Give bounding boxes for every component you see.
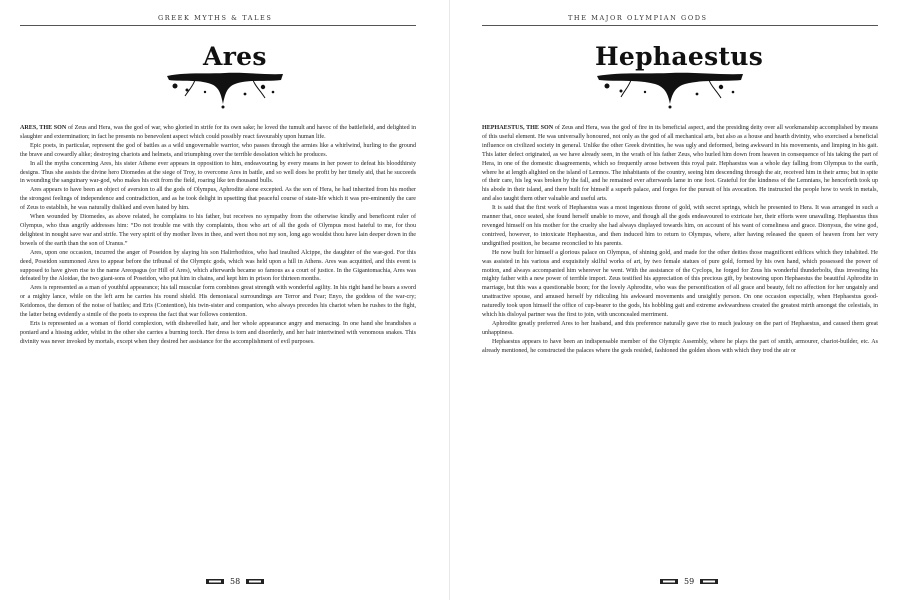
paragraph: When wounded by Diomedes, as above related, he complains to his father, but receives no sympathy from the otherwise kindly and beneficent ruler of Olympus, who thus angrily addresses him: “Do not trouble me with thy complaints, thou who art of all the gods of Olympus most hateful to me, for thou delightest in nought save war and strife. The very spirit of thy mother lives in thee, and wert thou not my son, long ago wouldst thou have lain deeper down in the bowels of the earth than the son of Uranus.”: [20, 214, 416, 247]
paragraph: It is said that the first work of Hephaestus was a most ingenious throne of gold, with secret springs, which he presented to Hera. It was arranged in such a manner that, once seated, she found herself unable to move, and though all the gods endeavoured to extricate her, their efforts were unavailing. Hephaestus thus revenged himself on his mother for the cruelty she had always displayed towards him, on account of his want of comeliness and grace. Dionysus, the wine god, contrived, however, to intoxicate Hephaestus, and then induced him to return to Olympus, where, after having released the queen of heaven from her very undignified position, he became reconciled to his parents.: [482, 205, 878, 247]
paragraph: He now built for himself a glorious palace on Olympus, of shining gold, and made for the other deities those magnificent edifices which they inhabited. He was assisted in his various and exquisitely skilful works of art, by two female statues of pure gold, formed by his own hand, which possessed the power of motion, and always accompanied him wherever he went. With the assistance of the Cyclops, he forged for Zeus his wonderful thunderbolts, thus investing his mighty father with a new power of terrible import. Zeus testified his appreciation of this precious gift, by bestowing upon Hephaestus the beautiful Aphrodite in marriage, but this was a questionable boon; for the lovely Aphrodite, who was the personification of all grace and beauty, felt no affection for her ungainly and unattractive spouse, and amused herself by ridiculing his awkward movements and unsightly person. On one occasion especially, when Hephaestus good-naturedly took upon himself the office of cup-bearer to the gods, his hobbling gait and extreme awkwardness created the greatest mirth amongst the celestials, in which his disloyal partner was the first to join, with unconcealed merriment.: [482, 249, 878, 319]
paragraph-text: of Zeus and Hera, was the god of war, who gloried in strife for its own sake; he loved the tumult and havoc of the battlefield, and delighted in slaughter and extermination; in fact he presents no benevolent aspect which could possibly react favourably upon human life.: [20, 125, 416, 140]
header-rule: [20, 25, 416, 26]
running-head: THE MAJOR OLYMPIAN GODS: [568, 14, 708, 22]
page-number: 58: [230, 577, 241, 586]
ink-splatter-ornament-icon: [165, 70, 285, 110]
paragraph: Epic poets, in particular, represent the god of battles as a wild ungovernable warrior, who passes through the armies like a whirlwind, hurling to the ground the brave and cowardly alike; destroying chariots and helmets, and triumphing over the terrible desolation which he produces.: [20, 142, 416, 158]
lead-in: ARES, THE SON: [20, 125, 67, 131]
folio-ornament-left-icon: [206, 578, 224, 585]
paragraph: [482, 124, 878, 204]
paragraph: [20, 124, 416, 142]
ink-splatter-ornament-icon: [595, 70, 745, 110]
folio-ornament-left-icon: [660, 578, 678, 585]
chapter-title: Hephaestus: [595, 42, 764, 71]
lead-in: HEPHAESTUS, THE SON: [482, 125, 554, 131]
header-rule: [482, 25, 878, 26]
running-head: GREEK MYTHS & TALES: [158, 14, 273, 22]
page-number: 59: [684, 577, 695, 586]
folio-ornament-right-icon: [700, 578, 718, 585]
body-text: [482, 124, 878, 356]
paragraph-text: of Zeus and Hera, was the god of fire in its beneficial aspect, and the presiding deity over all workmanship accomplished by means of this useful element. He was universally honoured, not only as the god of all mechanical arts, but also as a house and hearth divinity, who exercised a beneficial influence on civilized society in general. Unlike the other Greek divinities, he was ugly and deformed, being awkward in his movements, and limping in his gait. This latter defect originated, as we have already seen, in the wrath of his father Zeus, who hurled him down from heaven in consequence of his taking the part of Hera, in one of the domestic disagreements, which so frequently arose between this royal pair. Hephaestus was a whole day falling from Olympus to the earth, where he at length alighted on the island of Lemnos. The inhabitants of the country, seeing him descending through the air, received him in their arms; but in spite of their care, his leg was broken by the fall, and he remained ever afterwards lame in one foot. Grateful for the kindness of the Lemnians, he henceforth took up his abode in their island, and there built for himself a superb palace, and forges for the pursuit of his avocation. He instructed the people how to work in metals, and also taught them other valuable and useful arts.: [482, 125, 878, 203]
folio-ornament-right-icon: [246, 578, 264, 585]
paragraph: Aphrodite greatly preferred Ares to her husband, and this preference naturally gave rise to much jealousy on the part of Hephaestus, and caused them great unhappiness.: [482, 320, 878, 336]
paragraph: Ares appears to have been an object of aversion to all the gods of Olympus, Aphrodite alone excepted. As the son of Hera, he had inherited from his mother the strongest feelings of independence and contradiction, and as he took delight in upsetting that peaceful course of state-life which it was pre-eminently the care of Zeus to establish, he was naturally disliked and even hated by him.: [20, 187, 416, 212]
right-page: [450, 0, 900, 600]
paragraph: Ares, upon one occasion, incurred the anger of Poseidon by slaying his son Halirrhothios, who had insulted Alcippe, the daughter of the war-god. For this deed, Poseidon summoned Ares to appear before the tribunal of the Olympic gods, which was held upon a hill in Athens. Ares was acquitted, and this event is supposed to have given rise to the name Areopagus (or Hill of Ares), which afterwards became so famous as a court of justice. In the Gigantomachia, Ares was defeated by the Aloidae, the two giant-sons of Poseidon, who put him in chains, and kept him in prison for thirteen months.: [20, 249, 416, 283]
body-text: [20, 124, 416, 347]
paragraph: Hephaestus appears to have been an indispensable member of the Olympic Assembly, where he plays the part of smith, armourer, chariot-builder, etc. As already mentioned, he constructed the palaces where the gods resided, fashioned the golden shoes with which they trod the air or: [482, 338, 878, 354]
page-folio: [206, 577, 264, 586]
paragraph: In all the myths concerning Ares, his sister Athene ever appears in opposition to him, endeavouring by every means in her power to defeat his bloodthirsty designs. Thus she assists the divine hero Diomedes at the siege of Troy, to overcome Ares in battle, and so well does he profit by her timely aid, that he succeeds in wounding the sanguinary war-god, who makes his exit from the field, roaring like ten thousand bulls.: [20, 160, 416, 185]
page-folio: [660, 577, 718, 586]
paragraph: Eris is represented as a woman of florid complexion, with dishevelled hair, and her whole appearance angry and menacing. In one hand she brandishes a poniard and a hissing adder, whilst in the other she carries a burning torch. Her dress is torn and disorderly, and her hair intertwined with venomous snakes. This divinity was never invoked by mortals, except when they desired her assistance for the accomplishment of evil purposes.: [20, 320, 416, 345]
chapter-title: Ares: [203, 42, 267, 71]
paragraph: Ares is represented as a man of youthful appearance; his tall muscular form combines great strength with wonderful agility. In his right hand he bears a sword or a mighty lance, while on the left arm he carries his round shield. His demoniacal surroundings are Terror and Fear; Enyo, the goddess of the war-cry; Keidomos, the demon of the noise of battles; and Eris (Contention), his twin-sister and companion, who always precedes his chariot when he rushes to the fight, the latter being evidently a simile of the poets to express the fact that war follows contention.: [20, 285, 416, 319]
